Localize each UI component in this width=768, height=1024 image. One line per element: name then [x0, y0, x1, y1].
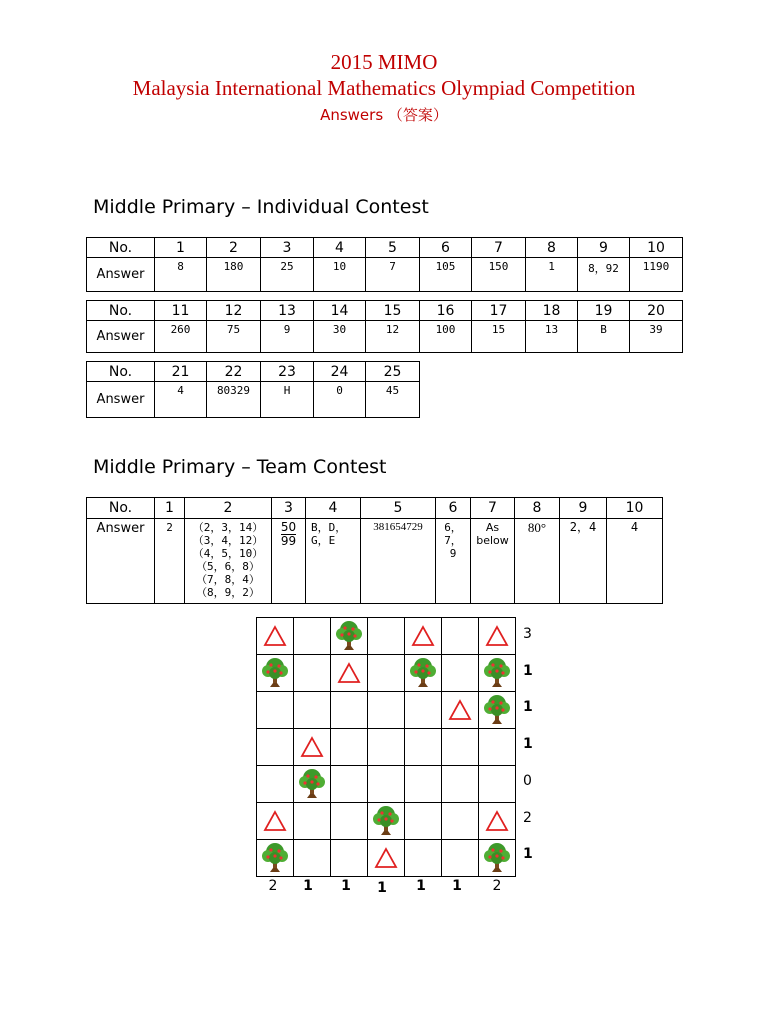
- question-number: 11: [155, 301, 207, 321]
- question-number: 17: [472, 301, 526, 321]
- team-answer-6: [436, 519, 471, 604]
- triangle-icon: [479, 803, 516, 840]
- empty-grid-cell: [405, 766, 442, 803]
- individual-answer-label: Answer: [87, 258, 155, 292]
- triangle-icon: [368, 840, 405, 877]
- empty-grid-cell: [442, 655, 479, 692]
- column-clue: 1: [303, 878, 313, 894]
- tree-icon: [257, 840, 294, 877]
- fraction-numerator: 50: [280, 520, 297, 534]
- triangle-icon: [257, 618, 294, 655]
- individual-no-label: No.: [87, 301, 155, 321]
- individual-answer-label: Answer: [87, 382, 155, 418]
- row-clue: 1: [523, 736, 533, 753]
- answer-line: As: [485, 521, 500, 534]
- question-number: 23: [261, 362, 314, 382]
- team-answer-9: 2，4: [560, 519, 607, 604]
- triple-line: （8，9，2）: [196, 586, 260, 599]
- empty-cell: [526, 382, 578, 418]
- empty-grid-cell: [405, 803, 442, 840]
- answer-value: 80329: [207, 382, 261, 418]
- empty-cell: [526, 362, 578, 382]
- question-number: 19: [578, 301, 630, 321]
- answers-subtitle: Answers （答案）: [320, 106, 448, 124]
- empty-grid-cell: [294, 803, 331, 840]
- empty-grid-cell: [368, 618, 405, 655]
- empty-grid-cell: [368, 766, 405, 803]
- answer-value: 1: [526, 258, 578, 292]
- answer-value: 1190: [630, 258, 683, 292]
- answer-value: 7: [366, 258, 420, 292]
- individual-section-title: Middle Primary – Individual Contest: [93, 196, 429, 218]
- empty-grid-cell: [294, 692, 331, 729]
- answer-value: 100: [420, 321, 472, 353]
- question-number: 20: [630, 301, 683, 321]
- answer-value: 180: [207, 258, 261, 292]
- answer-value: 8: [155, 258, 207, 292]
- individual-no-label: No.: [87, 238, 155, 258]
- question-number: 4: [314, 238, 366, 258]
- empty-grid-cell: [442, 803, 479, 840]
- empty-cell: [420, 382, 472, 418]
- column-clue: 1: [416, 878, 426, 894]
- triple-line: （4，5，10）: [192, 547, 264, 560]
- empty-cell: [420, 362, 472, 382]
- empty-cell: [472, 382, 526, 418]
- tree-icon: [257, 655, 294, 692]
- puzzle-grid: [256, 617, 516, 877]
- question-number: 13: [261, 301, 314, 321]
- team-no-4: 4: [306, 498, 361, 519]
- answer-value: 150: [472, 258, 526, 292]
- empty-grid-cell: [368, 655, 405, 692]
- empty-grid-cell: [331, 766, 368, 803]
- table-gap: [87, 292, 683, 301]
- column-clue: 1: [377, 880, 387, 896]
- question-number: 16: [420, 301, 472, 321]
- tree-icon: [368, 803, 405, 840]
- question-number: 5: [366, 238, 420, 258]
- tree-icon: [479, 840, 516, 877]
- empty-cell: [472, 362, 526, 382]
- team-no-5: 5: [361, 498, 436, 519]
- question-number: 7: [472, 238, 526, 258]
- row-clue: 3: [523, 626, 532, 642]
- empty-grid-cell: [479, 729, 516, 766]
- individual-answer-table: [86, 237, 683, 418]
- individual-no-label: No.: [87, 362, 155, 382]
- empty-grid-cell: [294, 840, 331, 877]
- row-clue: 1: [523, 846, 533, 863]
- answer-value: H: [261, 382, 314, 418]
- empty-grid-cell: [331, 692, 368, 729]
- column-clue: 2: [268, 878, 278, 894]
- team-no-3: 3: [272, 498, 306, 519]
- team-answer-7: [471, 519, 515, 604]
- question-number: 24: [314, 362, 366, 382]
- triple-line: （2，3，14）: [192, 521, 264, 534]
- team-answer-3: [272, 519, 306, 604]
- question-number: 14: [314, 301, 366, 321]
- table-gap: [87, 353, 683, 362]
- triangle-icon: [331, 655, 368, 692]
- empty-grid-cell: [405, 692, 442, 729]
- answer-value: 39: [630, 321, 683, 353]
- column-clue: 1: [341, 878, 351, 894]
- answer-value: 12: [366, 321, 420, 353]
- fraction-denominator: 99: [280, 534, 297, 548]
- question-number: 10: [630, 238, 683, 258]
- tree-icon: [331, 618, 368, 655]
- triple-line: （5，6，8）: [196, 560, 260, 573]
- tree-icon: [479, 655, 516, 692]
- team-answer-2: [185, 519, 272, 604]
- column-clue: 1: [452, 878, 462, 894]
- question-number: 2: [207, 238, 261, 258]
- answer-value: 75: [207, 321, 261, 353]
- row-clue: 1: [523, 699, 533, 716]
- question-number: 18: [526, 301, 578, 321]
- team-no-1: 1: [155, 498, 185, 519]
- individual-answer-label: Answer: [87, 321, 155, 353]
- answer-value: 0: [314, 382, 366, 418]
- empty-grid-cell: [442, 840, 479, 877]
- answer-value: 10: [314, 258, 366, 292]
- answer-line: 9: [449, 547, 457, 560]
- column-clue: 2: [492, 878, 502, 894]
- question-number: 25: [366, 362, 420, 382]
- team-answer-1: 2: [155, 519, 185, 604]
- empty-grid-cell: [405, 840, 442, 877]
- answer-value: 15: [472, 321, 526, 353]
- triangle-icon: [442, 692, 479, 729]
- team-answer-8: 80°: [515, 519, 560, 604]
- empty-grid-cell: [405, 729, 442, 766]
- row-clue: 0: [523, 772, 532, 789]
- answer-value: 9: [261, 321, 314, 353]
- team-no-6: 6: [436, 498, 471, 519]
- question-number: 21: [155, 362, 207, 382]
- empty-grid-cell: [331, 840, 368, 877]
- triple-line: （7，8，4）: [196, 573, 260, 586]
- team-no-8: 8: [515, 498, 560, 519]
- team-answer-4: [306, 519, 361, 604]
- answer-line: 6，: [444, 521, 462, 534]
- answer-value: 260: [155, 321, 207, 353]
- year-title: 2015 MIMO: [330, 50, 438, 74]
- row-clue: 1: [523, 662, 533, 679]
- answer-line: 7，: [444, 534, 462, 547]
- triple-line: （3，4，12）: [192, 534, 264, 547]
- empty-grid-cell: [294, 655, 331, 692]
- empty-grid-cell: [368, 729, 405, 766]
- team-no-9: 9: [560, 498, 607, 519]
- answer-value: 8，92: [578, 258, 630, 292]
- competition-title: Malaysia International Mathematics Olympiad Competition: [132, 76, 636, 100]
- answer-value: 105: [420, 258, 472, 292]
- empty-grid-cell: [331, 803, 368, 840]
- question-number: 1: [155, 238, 207, 258]
- triangle-icon: [294, 729, 331, 766]
- team-section-title: Middle Primary – Team Contest: [93, 456, 387, 478]
- answer-line: below: [476, 534, 509, 547]
- empty-grid-cell: [368, 692, 405, 729]
- fraction: [281, 521, 296, 548]
- team-answer-10: 4: [607, 519, 663, 604]
- empty-cell: [630, 382, 683, 418]
- question-number: 12: [207, 301, 261, 321]
- empty-grid-cell: [257, 729, 294, 766]
- team-no-7: 7: [471, 498, 515, 519]
- empty-grid-cell: [442, 729, 479, 766]
- answer-value: 13: [526, 321, 578, 353]
- question-number: 6: [420, 238, 472, 258]
- empty-grid-cell: [257, 766, 294, 803]
- question-number: 22: [207, 362, 261, 382]
- answer-value: 4: [155, 382, 207, 418]
- team-no-10: 10: [607, 498, 663, 519]
- question-number: 9: [578, 238, 630, 258]
- answer-line: G，E: [311, 534, 336, 547]
- team-answer-5: 381654729: [361, 519, 436, 604]
- answer-value: B: [578, 321, 630, 353]
- tree-icon: [294, 766, 331, 803]
- empty-cell: [630, 362, 683, 382]
- empty-cell: [578, 382, 630, 418]
- empty-grid-cell: [442, 766, 479, 803]
- empty-cell: [578, 362, 630, 382]
- team-no-2: 2: [185, 498, 272, 519]
- answer-value: 25: [261, 258, 314, 292]
- question-number: 3: [261, 238, 314, 258]
- tree-icon: [405, 655, 442, 692]
- team-no-label: No.: [87, 498, 155, 519]
- answer-value: 45: [366, 382, 420, 418]
- row-clue: 2: [523, 809, 532, 826]
- triangle-icon: [257, 803, 294, 840]
- answer-line: B，D，: [311, 521, 347, 534]
- question-number: 8: [526, 238, 578, 258]
- triangle-icon: [479, 618, 516, 655]
- tree-icon: [479, 692, 516, 729]
- empty-grid-cell: [257, 692, 294, 729]
- question-number: 15: [366, 301, 420, 321]
- team-answer-label: Answer: [87, 519, 155, 604]
- team-answer-table: [86, 497, 663, 604]
- answer-value: 30: [314, 321, 366, 353]
- triangle-icon: [405, 618, 442, 655]
- empty-grid-cell: [479, 766, 516, 803]
- empty-grid-cell: [331, 729, 368, 766]
- empty-grid-cell: [442, 618, 479, 655]
- empty-grid-cell: [294, 618, 331, 655]
